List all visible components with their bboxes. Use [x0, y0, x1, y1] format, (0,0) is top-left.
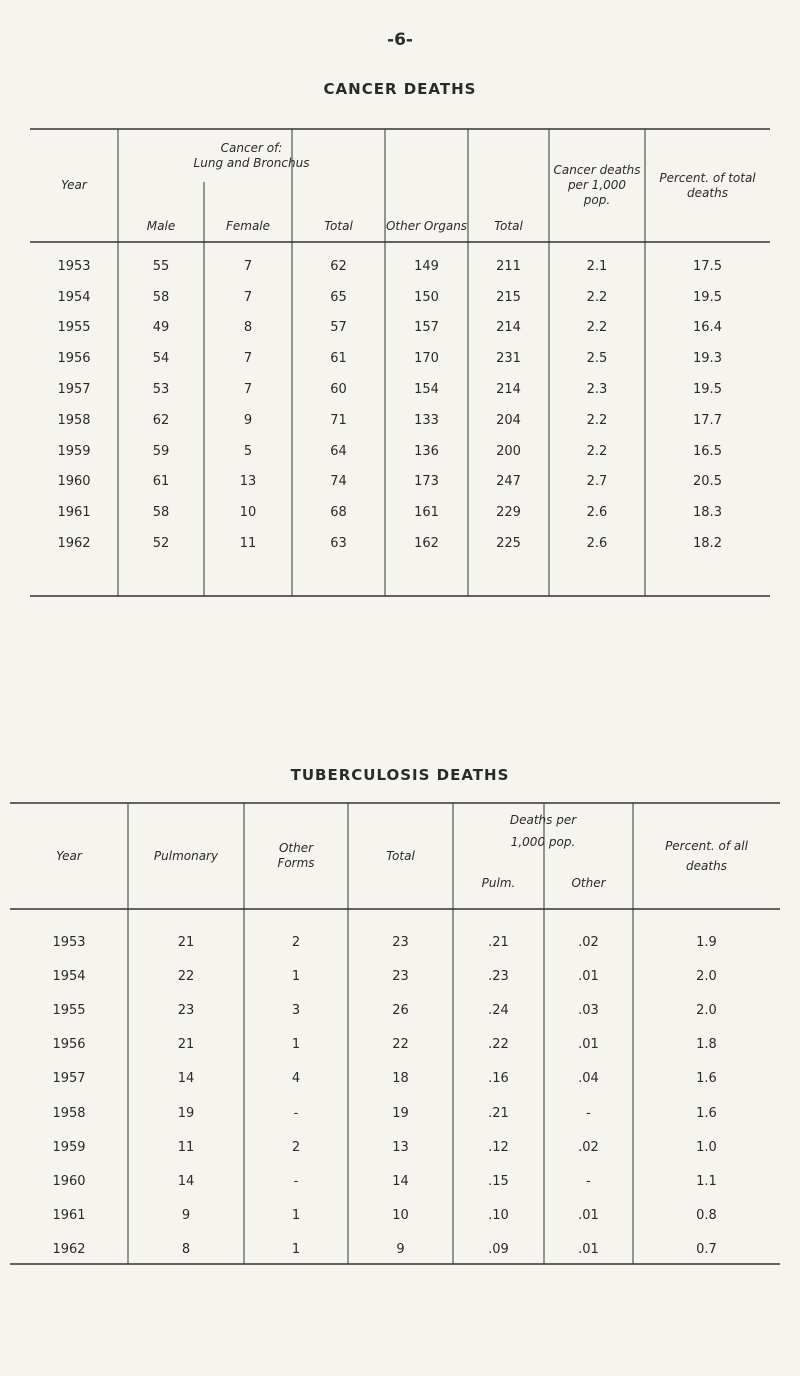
table-row	[10, 1233, 780, 1267]
table-cell: 26	[392, 1002, 409, 1018]
group-lung-bronchus: Lung and Bronchus	[193, 155, 310, 170]
table-cell: 19	[177, 1105, 195, 1121]
table-cell: 74	[330, 474, 347, 490]
table-cell: 149	[414, 258, 439, 274]
col-male: Male	[146, 219, 176, 233]
table-cell: 1959	[57, 443, 91, 459]
table-cell: 154	[414, 382, 439, 398]
table-cell: 1960	[52, 1173, 86, 1189]
table-cell: 0.7	[696, 1242, 717, 1258]
table-row	[10, 1199, 780, 1233]
table-row	[30, 282, 770, 313]
table-cell: .04	[578, 1071, 599, 1087]
tb-col-other-forms: Other Forms	[277, 841, 315, 870]
tb-col-pulmonary: Pulmonary	[153, 848, 219, 863]
table-cell: 2.1	[586, 258, 608, 274]
table-row	[10, 1096, 780, 1130]
table-row	[30, 436, 770, 467]
table-row	[30, 251, 770, 282]
col-total-all: Total	[494, 219, 523, 233]
table-cell: 63	[330, 536, 347, 552]
table-cell: 17.7	[693, 412, 722, 428]
table-cell: 1953	[52, 934, 86, 950]
col-percent: Percent. of total deaths	[659, 170, 756, 200]
table-cell: 1962	[57, 536, 91, 552]
table-cell: 1.8	[696, 1037, 717, 1053]
table-cell: 1.9	[696, 934, 717, 950]
table-cell: 62	[330, 258, 347, 274]
table-cell: 16.4	[693, 320, 722, 336]
table-cell: 1	[291, 1242, 301, 1258]
table-cell: 54	[152, 351, 170, 367]
table-cell: -	[293, 1105, 299, 1121]
tb-group-1000-pop: 1,000 pop.	[510, 834, 576, 849]
cancer-table-body	[30, 251, 770, 559]
col-year: Year	[61, 178, 87, 192]
table-cell: .15	[488, 1173, 509, 1189]
table-cell: 1.6	[696, 1105, 717, 1121]
tb-col-pulm: Pulm.	[481, 876, 516, 890]
table-cell: 2.2	[586, 289, 608, 305]
table-cell: 65	[330, 289, 347, 305]
table-cell: .10	[488, 1208, 509, 1224]
table-cell: 18	[392, 1071, 409, 1087]
table-cell: 58	[152, 505, 170, 521]
table-cell: 1960	[57, 474, 91, 490]
table-cell: 71	[330, 412, 347, 428]
table-cell: .24	[488, 1002, 509, 1018]
table-cell: 19	[392, 1105, 409, 1121]
table-cell: 8	[243, 320, 253, 336]
table-cell: 60	[330, 382, 347, 398]
table-cell: 2.2	[586, 443, 608, 459]
table-cell: 214	[496, 320, 521, 336]
table-cell: 2.5	[586, 351, 608, 367]
tb-col-other: Other	[571, 876, 606, 890]
table-cell: 14	[177, 1071, 195, 1087]
table-cell: 64	[330, 443, 347, 459]
table-cell: 59	[152, 443, 170, 459]
table-cell: .03	[578, 1002, 599, 1018]
table-cell: 4	[291, 1071, 301, 1087]
table-cell: 7	[243, 258, 253, 274]
table-cell: 1959	[52, 1139, 86, 1155]
table-cell: 204	[496, 412, 521, 428]
table-cell: 19.3	[693, 351, 722, 367]
table-row	[10, 1028, 780, 1062]
table-cell: 1954	[52, 968, 86, 984]
group-cancer-of: Cancer of:	[220, 140, 283, 155]
table-cell: 23	[177, 1002, 195, 1018]
table-cell: 1.0	[696, 1139, 717, 1155]
table-cell: -	[586, 1105, 591, 1121]
table-cell: .16	[488, 1071, 509, 1087]
table-cell: 21	[177, 1037, 195, 1053]
table-cell: 10	[392, 1208, 409, 1224]
table-cell: 1.1	[696, 1173, 717, 1189]
table-cell: 2.0	[696, 968, 717, 984]
table-row	[10, 1130, 780, 1164]
table-cell: 7	[243, 382, 253, 398]
table-cell: 2.6	[586, 536, 608, 552]
table-cell: 200	[496, 443, 521, 459]
table-cell: 62	[152, 412, 170, 428]
table-cell: 9	[181, 1208, 191, 1224]
table-row	[10, 959, 780, 993]
table-cell: 1958	[57, 412, 91, 428]
table-cell: 11	[177, 1139, 195, 1155]
table-row	[30, 374, 770, 405]
table-cell: 1956	[57, 351, 91, 367]
table-row	[10, 1164, 780, 1198]
cancer-table-title: CANCER DEATHS	[323, 80, 477, 98]
table-cell: 68	[330, 505, 347, 521]
table-cell: 18.3	[693, 505, 722, 521]
table-cell: 170	[414, 351, 439, 367]
table-cell: 150	[414, 289, 439, 305]
table-row	[30, 405, 770, 436]
table-cell: .02	[578, 1139, 599, 1155]
table-cell: 1	[291, 1037, 301, 1053]
table-cell: 22	[177, 968, 195, 984]
table-cell: 1	[291, 968, 301, 984]
table-cell: 49	[152, 320, 170, 336]
table-cell: 53	[152, 382, 170, 398]
col-total-lung: Total	[324, 219, 353, 233]
cancer-table-header	[30, 129, 770, 242]
table-cell: 1	[291, 1208, 301, 1224]
table-cell: 1962	[52, 1242, 86, 1258]
table-cell: .09	[488, 1242, 509, 1258]
table-cell: 2.2	[586, 412, 608, 428]
table-cell: 2.3	[586, 382, 608, 398]
table-cell: .01	[578, 1037, 599, 1053]
table-cell: 9	[396, 1242, 405, 1258]
tb-table-body	[10, 925, 780, 1267]
table-cell: 7	[243, 351, 253, 367]
table-cell: 10	[239, 505, 257, 521]
table-cell: 61	[152, 474, 170, 490]
table-cell: 1955	[52, 1002, 86, 1018]
table-cell: 1954	[57, 289, 91, 305]
col-female: Female	[225, 219, 271, 233]
table-cell: 136	[414, 443, 439, 459]
table-cell: 9	[243, 412, 253, 428]
table-cell: .22	[488, 1037, 509, 1053]
table-cell: 225	[496, 536, 521, 552]
table-cell: 20.5	[693, 474, 722, 490]
table-cell: 19.5	[693, 289, 722, 305]
tb-col-year: Year	[56, 848, 82, 863]
tb-col-percent: Percent. of all deaths	[665, 839, 748, 873]
table-cell: -	[293, 1173, 299, 1189]
table-cell: 229	[496, 505, 521, 521]
table-cell: 2	[291, 934, 301, 950]
table-cell: 11	[239, 536, 257, 552]
tb-table-header	[10, 803, 780, 909]
table-cell: 2	[291, 1139, 301, 1155]
table-cell: 133	[414, 412, 439, 428]
table-cell: 16.5	[693, 443, 722, 459]
table-cell: 161	[414, 505, 439, 521]
table-row	[10, 993, 780, 1027]
table-cell: 1961	[57, 505, 91, 521]
table-cell: .02	[578, 934, 599, 950]
table-cell: 1957	[52, 1071, 86, 1087]
table-cell: 211	[496, 258, 521, 274]
table-cell: 2.6	[586, 505, 608, 521]
table-cell: 13	[239, 474, 257, 490]
table-cell: 7	[243, 289, 253, 305]
tb-col-total: Total	[386, 848, 415, 863]
table-cell: 23	[392, 968, 409, 984]
table-cell: 2.2	[586, 320, 608, 336]
table-row	[30, 528, 770, 559]
tb-table-title: TUBERCULOSIS DEATHS	[290, 766, 510, 784]
col-rate: Cancer deaths per 1,000 pop.	[553, 163, 641, 207]
table-cell: .21	[488, 934, 509, 950]
table-cell: 162	[414, 536, 439, 552]
table-cell: 1956	[52, 1037, 86, 1053]
table-cell: 247	[496, 474, 521, 490]
table-row	[30, 497, 770, 528]
table-cell: 1961	[52, 1208, 86, 1224]
table-cell: .01	[578, 1242, 599, 1258]
table-cell: 13	[392, 1139, 409, 1155]
table-cell: -	[586, 1173, 591, 1189]
table-cell: 231	[496, 351, 521, 367]
table-row	[30, 467, 770, 498]
table-cell: 5	[243, 443, 253, 459]
tb-group-deaths-per: Deaths per	[509, 812, 577, 827]
table-row	[30, 313, 770, 344]
table-cell: 2.7	[586, 474, 608, 490]
page-number: -6-	[387, 30, 413, 50]
table-cell: 23	[392, 934, 409, 950]
table-cell: .01	[578, 1208, 599, 1224]
table-cell: 1.6	[696, 1071, 717, 1087]
table-cell: 157	[414, 320, 439, 336]
col-other-organs: Other Organs	[385, 219, 468, 233]
table-cell: 1957	[57, 382, 91, 398]
table-cell: 52	[152, 536, 170, 552]
table-cell: 61	[330, 351, 347, 367]
table-cell: 58	[152, 289, 170, 305]
table-cell: 8	[181, 1242, 191, 1258]
table-cell: .12	[488, 1139, 509, 1155]
table-cell: 19.5	[693, 382, 722, 398]
table-cell: 18.2	[693, 536, 722, 552]
table-cell: 173	[414, 474, 439, 490]
table-cell: 215	[496, 289, 521, 305]
table-cell: 2.0	[696, 1002, 717, 1018]
table-cell: 55	[152, 258, 170, 274]
table-cell: 1958	[52, 1105, 86, 1121]
table-cell: 214	[496, 382, 521, 398]
table-row	[10, 925, 780, 959]
table-cell: 17.5	[693, 258, 722, 274]
table-cell: 21	[177, 934, 195, 950]
table-cell: 57	[330, 320, 347, 336]
table-cell: 3	[291, 1002, 301, 1018]
table-cell: 14	[392, 1173, 409, 1189]
table-cell: 22	[392, 1037, 409, 1053]
table-cell: .21	[488, 1105, 509, 1121]
table-cell: 1953	[57, 258, 91, 274]
table-cell: .23	[488, 968, 509, 984]
table-row	[10, 1062, 780, 1096]
table-cell: 14	[177, 1173, 195, 1189]
table-row	[30, 343, 770, 374]
table-cell: 0.8	[696, 1208, 717, 1224]
table-cell: .01	[578, 968, 599, 984]
table-cell: 1955	[57, 320, 91, 336]
